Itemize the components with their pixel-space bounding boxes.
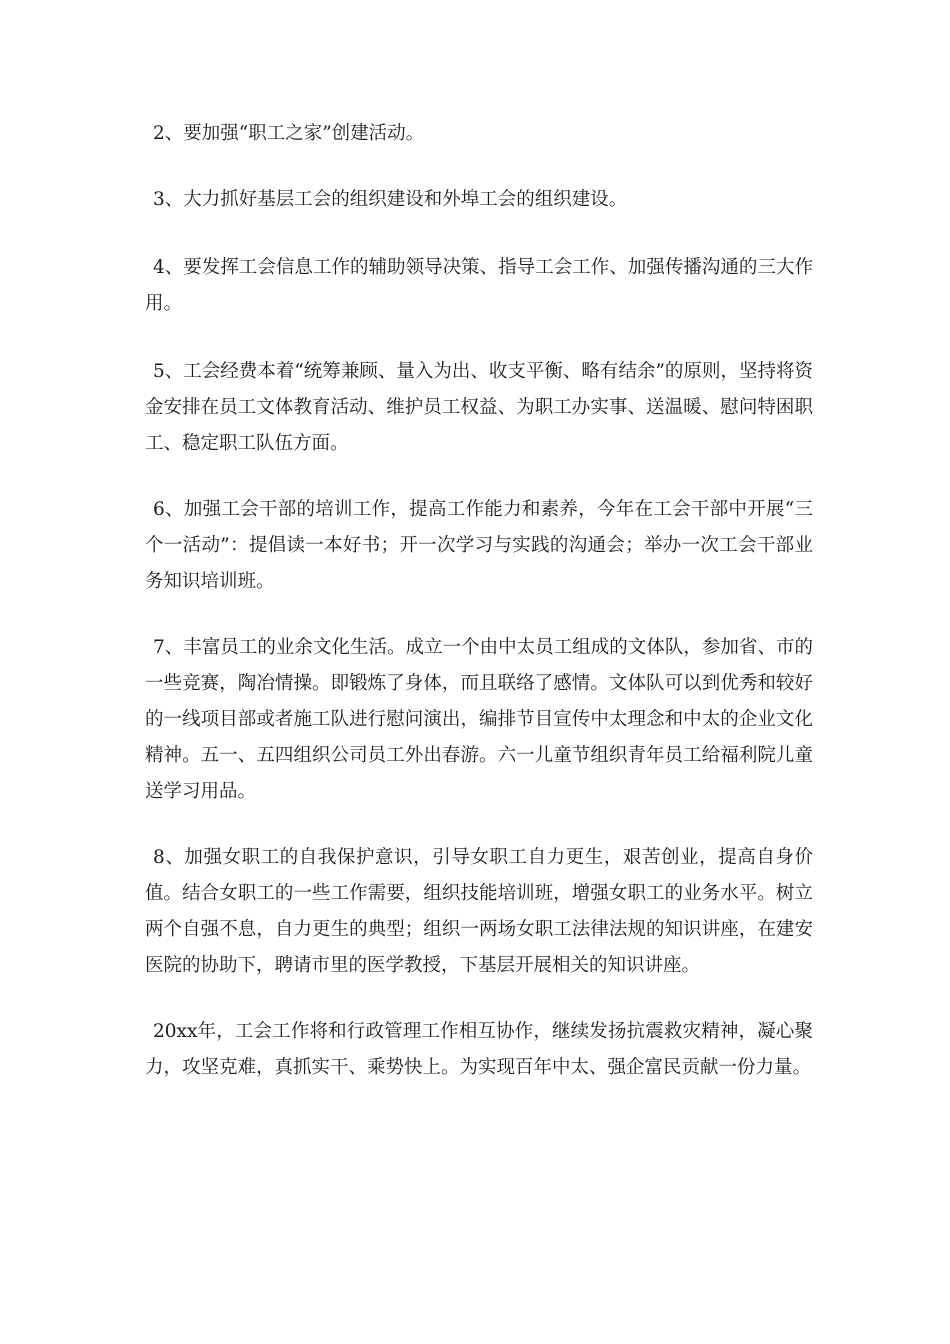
paragraph-item-7: 7、丰富员工的业余文化生活。成立一个由中太员工组成的文体队，参加省、市的一些竞赛，陶冶情操。即锻炼了身体，而且联络了感情。文体队可以到优秀和较好的一线项目部或者施工队进行慰问演出，编排节目宣传中太理念和中太的企业文化精神。五一、五四组织公司员工外出春游。六一儿童节组织青年员工给福利院儿童送学习用品。 (145, 637, 813, 802)
paragraph-item-3: 3、大力抓好基层工会的组织建设和外埠工会的组织建设。 (153, 189, 628, 210)
paragraph-item-6: 6、加强工会干部的培训工作，提高工作能力和素养，今年在工会干部中开展“三个一活动”：提倡读一本好书；开一次学习与实践的沟通会；举办一次工会干部业务知识培训班。 (145, 499, 813, 592)
paragraph-item-4: 4、要发挥工会信息工作的辅助领导决策、指导工会工作、加强传播沟通的三大作用。 (145, 257, 813, 314)
paragraph-item-5: 5、工会经费本着“统筹兼顾、量入为出、收支平衡、略有结余”的原则，坚持将资金安排在员工文体教育活动、维护员工权益、为职工办实事、送温暖、慰问特困职工、稳定职工队伍方面。 (145, 361, 813, 454)
paragraph-item-2: 2、要加强“职工之家”创建活动。 (153, 123, 425, 144)
paragraph-closing: 20xx年，工会工作将和行政管理工作相互协作，继续发扬抗震救灾精神，凝心聚力，攻坚克难，真抓实干、乘势快上。为实现百年中太、强企富民贡献一份力量。 (145, 1021, 813, 1078)
document-body (145, 116, 813, 1116)
paragraph-item-8: 8、加强女职工的自我保护意识，引导女职工自力更生，艰苦创业，提高自身价值。结合女职工的一些工作需要，组织技能培训班，增强女职工的业务水平。树立两个自强不息，自力更生的典型；组织一两场女职工法律法规的知识讲座，在建安医院的协助下，聘请市里的医学教授，下基层开展相关的知识讲座。 (145, 847, 813, 976)
